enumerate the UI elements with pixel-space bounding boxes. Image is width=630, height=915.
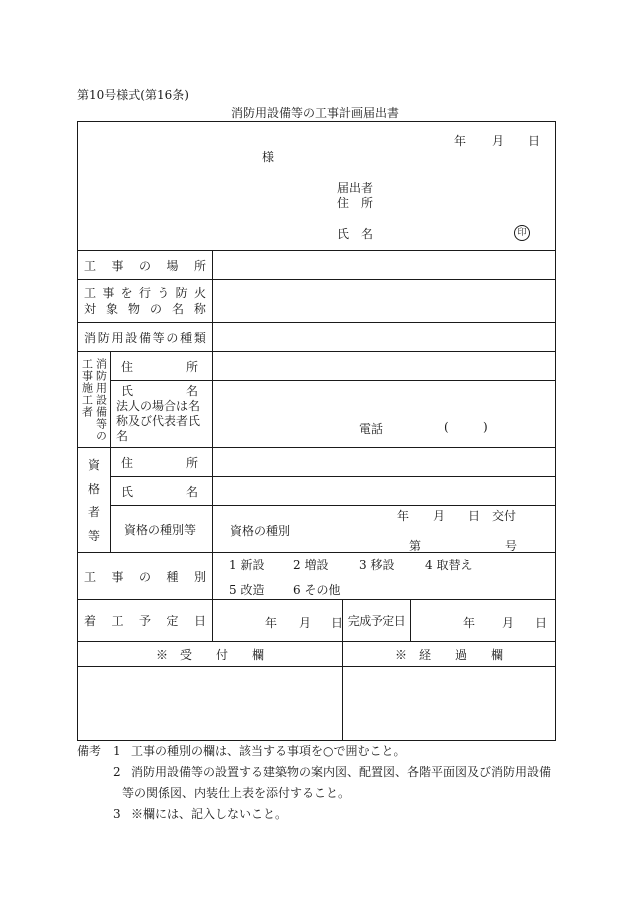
object-name-value[interactable]: [213, 280, 556, 323]
note-1-number: 1: [113, 744, 121, 758]
completion-label-cell: [343, 600, 411, 642]
contractor-name-value[interactable]: [213, 381, 556, 448]
date-day-label: 日: [528, 134, 541, 148]
note-3-text: ※欄には、記入しないこと。: [131, 807, 288, 821]
work-type-label: 工 事 の 種 別: [84, 569, 206, 584]
cert-no-prefix: 第: [409, 539, 422, 553]
date-year-label: 年: [454, 134, 467, 148]
phone-label: 電話: [359, 422, 384, 436]
qual-type-label: 資格の種別等: [124, 522, 197, 537]
work-type-label-cell: [78, 553, 213, 600]
notifier-label: 届出者: [337, 181, 374, 195]
comp-year-label: 年: [463, 615, 476, 630]
work-type-other[interactable]: 6 その他: [293, 583, 341, 597]
receipt-header: [78, 642, 343, 667]
notes-section: [77, 741, 557, 825]
object-name-label-l2: 対 象 物 の 名 称: [84, 302, 206, 316]
document-title: 消防用設備等の工事計画届出書: [230, 106, 399, 120]
note-2-text-l2: 等の関係図、内装仕上表を添付すること。: [122, 786, 351, 800]
progress-label: ※ 経 過 欄: [395, 647, 504, 662]
work-type-relocation[interactable]: 3 移設: [359, 558, 395, 572]
work-type-options: [213, 553, 556, 600]
qual-address-label-cell: [111, 448, 213, 477]
qual-name-label-cell: [111, 477, 213, 506]
equipment-type-value[interactable]: [213, 323, 556, 352]
comp-month-label: 月: [502, 615, 515, 630]
object-name-label-cell: [78, 280, 213, 323]
qual-type-text: 資格の種別: [230, 524, 291, 538]
site-label-cell: [78, 251, 213, 280]
progress-header: [343, 642, 556, 667]
note-3-number: 3: [113, 807, 121, 821]
qual-name-label: 氏 名: [121, 484, 198, 499]
contractor-address-label-cell: [111, 352, 213, 381]
qualified-group-label: 資 格 者 等: [78, 448, 111, 553]
contractor-corp-note-l2: 称及び代表者氏: [116, 414, 201, 428]
note-2-number: 2: [113, 765, 121, 779]
note-1-text: 工事の種別の欄は、該当する事項を○で囲むこと。: [131, 744, 406, 758]
start-date-label: 着 工 予 定 日: [84, 614, 206, 628]
phone-open-paren: (: [444, 420, 449, 434]
addressee-suffix: 様: [262, 150, 275, 164]
contractor-corp-note-l3: 名: [116, 429, 129, 443]
date-month-label: 月: [492, 134, 505, 148]
qual-address-label: 住 所: [121, 455, 198, 470]
object-name-label-l1: 工 事 を 行 う 防 火: [84, 286, 206, 300]
contractor-name-label: 氏 名: [121, 384, 198, 398]
contractor-name-label-cell: [111, 381, 213, 448]
notes-label: 備考: [77, 744, 102, 758]
contractor-group-col2: 工事施工者: [80, 357, 94, 418]
receipt-label: ※ 受 付 欄: [155, 647, 264, 662]
site-value[interactable]: [213, 251, 556, 280]
start-month-label: 月: [299, 615, 312, 630]
equipment-type-label: 消 防 用 設 備 等 の 種 類: [84, 330, 206, 345]
qual-address-value[interactable]: [213, 448, 556, 477]
start-date-label-cell: [78, 600, 213, 642]
issued-year-label: 年: [397, 509, 410, 523]
completion-date-value[interactable]: [411, 600, 556, 642]
start-day-label: 日: [331, 615, 344, 630]
notifier-address-label: 住 所: [337, 196, 374, 210]
receipt-area: [78, 667, 343, 741]
equipment-type-label-cell: [78, 323, 213, 352]
contractor-group-label: [78, 352, 111, 448]
qual-type-value[interactable]: [213, 506, 556, 553]
contractor-address-label: 住 所: [121, 359, 198, 374]
seal-icon: 印: [514, 225, 530, 241]
notifier-block: [78, 122, 556, 251]
issued-month-label: 月: [433, 509, 446, 523]
progress-area: [343, 667, 556, 741]
issued-label: 交付: [492, 509, 517, 523]
work-type-replacement[interactable]: 4 取替え: [425, 558, 473, 572]
notifier-name-label: 氏 名: [337, 227, 374, 241]
work-type-expansion[interactable]: 2 増設: [293, 558, 329, 572]
form-number: 第10号様式(第16条): [77, 88, 189, 102]
contractor-corp-note-l1: 法人の場合は名: [116, 399, 201, 413]
qual-name-value[interactable]: [213, 477, 556, 506]
work-type-new[interactable]: 1 新設: [229, 558, 265, 572]
cert-no-suffix: 号: [505, 539, 518, 553]
site-label: 工 事 の 場 所: [84, 258, 206, 273]
issued-day-label: 日: [468, 509, 481, 523]
comp-day-label: 日: [535, 615, 548, 630]
completion-label: 完成予定日: [347, 614, 406, 628]
start-date-value[interactable]: [213, 600, 343, 642]
start-year-label: 年: [265, 615, 278, 630]
note-2-text-l1: 消防用設備等の設置する建築物の案内図、配置図、各階平面図及び消防用設備: [131, 765, 552, 779]
contractor-group-col1: 消防用設備等の: [94, 357, 108, 442]
work-type-modification[interactable]: 5 改造: [229, 583, 265, 597]
qual-type-label-cell: [111, 506, 213, 553]
contractor-address-value[interactable]: [213, 352, 556, 381]
notification-form: [77, 121, 556, 741]
phone-close-paren: ): [483, 420, 488, 434]
